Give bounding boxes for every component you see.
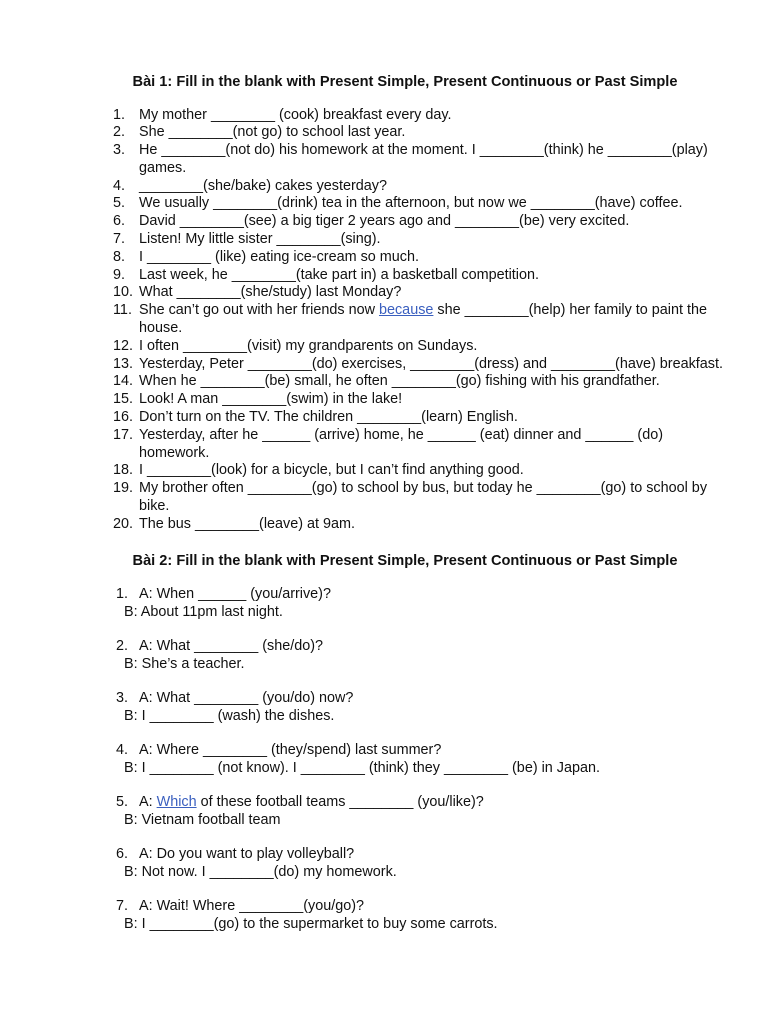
item-number: 8.: [113, 248, 126, 265]
item-number: 16.: [113, 409, 134, 426]
list-item: [113, 373, 723, 391]
question-line: [116, 585, 716, 603]
item-text: He ________(not do) his homework at the moment. I ________(think) he ________(play) games.: [139, 142, 708, 176]
question-text: A: Do you want to play volleyball?: [139, 846, 355, 862]
which-link[interactable]: Which: [156, 794, 197, 810]
list-item: [113, 284, 723, 302]
item-number: 17.: [113, 426, 134, 443]
exercise-2-title: Bài 2: Fill in the blank with Present Simple, Present Continuous or Past Simple: [132, 553, 678, 569]
item-text: She ________(not go) to school last year.: [139, 124, 406, 141]
item-text: Yesterday, after he ______ (arrive) home, he ______ (eat) dinner and ______ (do) homework.: [139, 426, 664, 461]
question-line: [116, 897, 716, 915]
because-link[interactable]: because: [378, 302, 434, 319]
question-line: [116, 793, 716, 811]
list-item: [113, 124, 723, 142]
list-item: [113, 249, 723, 267]
item-number: 5.: [113, 195, 126, 212]
answer-text: B: Vietnam football team: [124, 812, 281, 828]
item-number: 13.: [113, 355, 134, 372]
item-number: 18.: [113, 462, 134, 479]
item-text-after: she ________(help) her family to paint the house.: [139, 302, 708, 337]
item-text: Don’t turn on the TV. The children ________(learn) English.: [139, 409, 518, 426]
item-number: 2.: [113, 124, 126, 141]
answer-text: B: I ________(go) to the supermarket to buy some carrots.: [124, 916, 498, 932]
item-number: 1.: [113, 106, 126, 123]
item-number: 7.: [116, 898, 129, 914]
list-item: [113, 178, 723, 196]
item-number: 1.: [116, 586, 129, 602]
dialogue-item: [116, 897, 716, 949]
question-line: [116, 637, 716, 655]
question-line: [116, 689, 716, 707]
list-item: [113, 142, 723, 178]
item-text: I often ________(visit) my grandparents on Sundays.: [139, 337, 478, 354]
question-text: A: What ________ (you/do) now?: [139, 690, 354, 706]
item-number: 2.: [116, 638, 129, 654]
question-text: of these football teams ________ (you/like)?: [196, 794, 484, 810]
item-text: My mother ________ (cook) breakfast every day.: [139, 106, 452, 123]
item-number: 5.: [116, 794, 129, 810]
answer-text: B: Not now. I ________(do) my homework.: [124, 864, 397, 880]
item-text: Yesterday, Peter ________(do) exercises, ________(dress) and ________(have) breakfast.: [139, 355, 723, 372]
answer-text: B: I ________ (not know). I ________ (think) they ________ (be) in Japan.: [124, 760, 601, 776]
item-text: The bus ________(leave) at 9am.: [139, 515, 356, 532]
list-item: [113, 516, 723, 534]
item-number: 12.: [113, 337, 134, 354]
exercise-1-list: [113, 107, 723, 534]
item-text: Listen! My little sister ________(sing).: [139, 231, 381, 248]
item-number: 14.: [113, 373, 134, 390]
item-text: David ________(see) a big tiger 2 years ago and ________(be) very excited.: [139, 213, 630, 230]
item-number: 4.: [116, 742, 129, 758]
item-number: 10.: [113, 284, 134, 301]
list-item: [113, 107, 723, 125]
item-text: What ________(she/study) last Monday?: [139, 284, 402, 301]
dialogue-item: [116, 845, 716, 897]
item-number: 6.: [116, 846, 129, 862]
item-number: 9.: [113, 266, 126, 283]
list-item: [113, 267, 723, 285]
question-line: [116, 845, 716, 863]
item-text: ________(she/bake) cakes yesterday?: [139, 177, 387, 194]
question-text: A: Where ________ (they/spend) last summer?: [139, 742, 442, 758]
item-text: Look! A man ________(swim) in the lake!: [139, 391, 403, 408]
item-number: 20.: [113, 515, 134, 532]
exercise-2-list: [116, 585, 716, 949]
item-number: 4.: [113, 177, 126, 194]
list-item: [113, 213, 723, 231]
list-item: [113, 409, 723, 427]
list-item: [113, 231, 723, 249]
item-text: When he ________(be) small, he often ________(go) fishing with his grandfather.: [139, 373, 660, 390]
answer-text: B: She’s a teacher.: [124, 656, 245, 672]
item-text: I ________(look) for a bicycle, but I can’t find anything good.: [139, 462, 524, 479]
list-item: [113, 338, 723, 356]
item-number: 6.: [113, 213, 126, 230]
list-item: [113, 391, 723, 409]
list-item: [113, 462, 723, 480]
list-item: [113, 356, 723, 374]
question-text: A: Wait! Where ________(you/go)?: [139, 898, 365, 914]
question-text: A: When ______ (you/arrive)?: [139, 586, 331, 602]
list-item: [113, 480, 723, 516]
question-prefix: A:: [139, 794, 157, 810]
answer-text: B: About 11pm last night.: [124, 604, 283, 620]
exercise-1-title: Bài 1: Fill in the blank with Present Simple, Present Continuous or Past Simple: [132, 74, 678, 90]
item-text: My brother often ________(go) to school by bus, but today he ________(go) to school by bike.: [139, 480, 708, 515]
item-text: Last week, he ________(take part in) a basketball competition.: [139, 266, 539, 283]
item-number: 19.: [113, 480, 134, 497]
item-text-before: She can’t go out with her friends now: [139, 302, 379, 319]
dialogue-item: [116, 585, 716, 637]
item-text: We usually ________(drink) tea in the afternoon, but now we ________(have) coffee.: [139, 195, 683, 212]
item-text: I ________ (like) eating ice-cream so much.: [139, 248, 419, 265]
answer-text: B: I ________ (wash) the dishes.: [124, 708, 335, 724]
question-text: A: What ________ (she/do)?: [139, 638, 324, 654]
dialogue-item: [116, 741, 716, 793]
item-number: 11.: [113, 302, 132, 319]
item-number: 15.: [113, 391, 134, 408]
question-line: [116, 741, 716, 759]
dialogue-item: [116, 689, 716, 741]
list-item: [113, 427, 723, 463]
item-number: 3.: [113, 142, 126, 159]
dialogue-item: [116, 793, 716, 845]
item-number: 3.: [116, 690, 129, 706]
list-item: [113, 195, 723, 213]
item-number: 7.: [113, 231, 126, 248]
dialogue-item: [116, 637, 716, 689]
list-item: [113, 302, 723, 338]
